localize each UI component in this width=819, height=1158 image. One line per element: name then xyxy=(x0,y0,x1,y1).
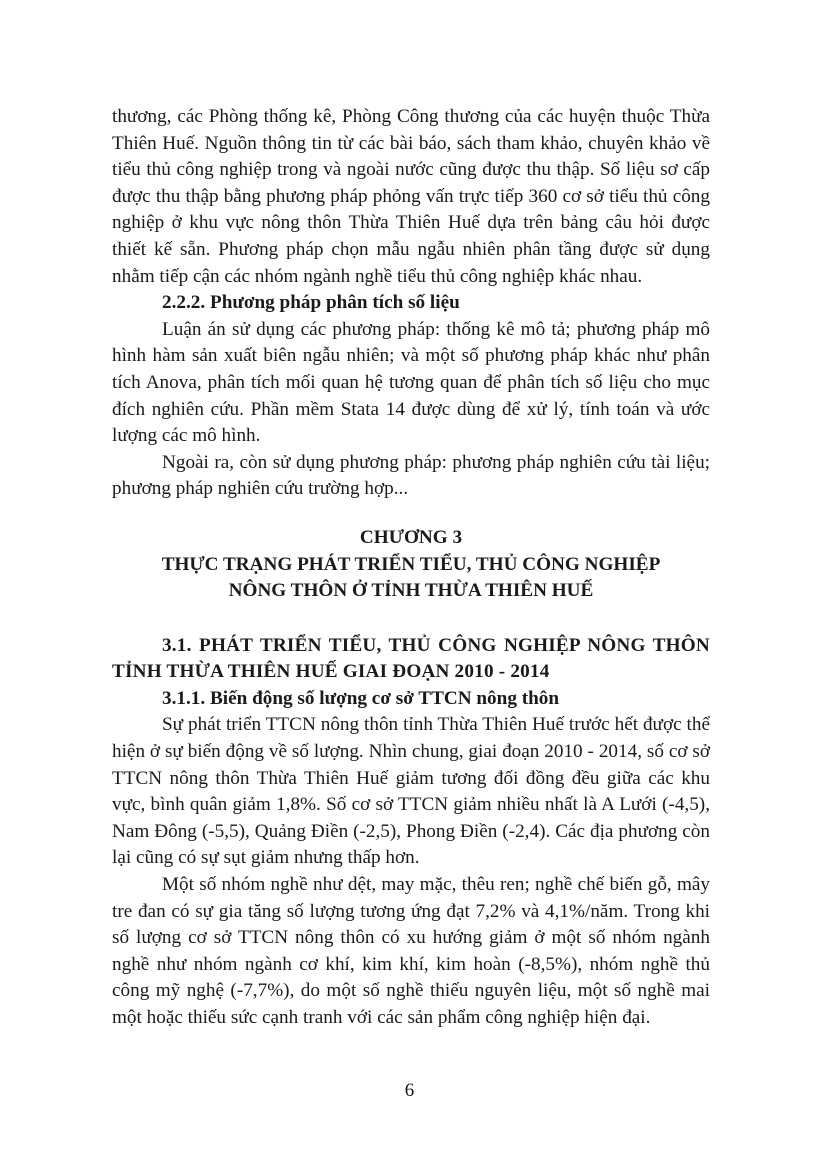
paragraph-other-methods: Ngoài ra, còn sử dụng phương pháp: phương pháp nghiên cứu tài liệu; phương pháp nghiên cứu trường hợp... xyxy=(112,451,710,500)
page-number: 6 xyxy=(404,1080,415,1101)
chapter-heading xyxy=(112,525,710,605)
paragraph-data-sources: thương, các Phòng thống kê, Phòng Công thương của các huyện thuộc Thừa Thiên Huế. Nguồn thông tin từ các bài báo, sách tham khảo, chuyên khảo về tiểu thủ công nghiệp trong và ngoài nước cũng được thu thập. Số liệu sơ cấp được thu thập bằng phương pháp phỏng vấn trực tiếp 360 cơ sở tiểu thủ công nghiệp ở khu vực nông thôn Thừa Thiên Huế dựa trên bảng câu hỏi được thiết kế sẵn. Phương pháp chọn mẫu ngẫu nhiên phân tầng được sử dụng nhằm tiếp cận các nhóm ngành nghề tiểu thủ công nghiệp khác nhau. xyxy=(112,106,710,287)
document-page xyxy=(112,104,710,1032)
heading-3-1: 3.1. PHÁT TRIỂN TIỂU, THỦ CÔNG NGHIỆP NÔNG THÔN TỈNH THỪA THIÊN HUẾ GIAI ĐOẠN 2010 - 2014 xyxy=(112,634,710,683)
paragraph-analysis-methods: Luận án sử dụng các phương pháp: thống kê mô tả; phương pháp mô hình hàm sản xuất biên ngẫu nhiên; và một số phương pháp khác như phân tích Anova, phân tích mối quan hệ tương quan để phân tích số liệu cho mục đích nghiên cứu. Phần mềm Stata 14 được dùng để xử lý, tính toán và ước lượng các mô hình. xyxy=(112,318,710,447)
heading-3-1-1: 3.1.1. Biến động số lượng cơ sở TTCN nông thôn xyxy=(162,687,560,709)
heading-2-2-2: 2.2.2. Phương pháp phân tích số liệu xyxy=(162,292,460,314)
chapter-title-line-2: NÔNG THÔN Ở TỈNH THỪA THIÊN HUẾ xyxy=(228,580,594,602)
chapter-title-line-1: THỰC TRẠNG PHÁT TRIỂN TIỂU, THỦ CÔNG NGHIỆP xyxy=(161,553,661,575)
paragraph-count-change: Sự phát triển TTCN nông thôn tỉnh Thừa Thiên Huế trước hết được thể hiện ở sự biến động về số lượng. Nhìn chung, giai đoạn 2010 - 2014, số cơ sở TTCN nông thôn Thừa Thiên Huế giảm tương đối đồng đều giữa các khu vực, bình quân giảm 1,8%. Số cơ sở TTCN giảm nhiều nhất là A Lưới (-4,5), Nam Đông (-5,5), Quảng Điền (-2,5), Phong Điền (-2,4). Các địa phương còn lại cũng có sự sụt giảm nhưng thấp hơn. xyxy=(112,714,710,869)
chapter-number: CHƯƠNG 3 xyxy=(359,526,463,548)
paragraph-sector-change: Một số nhóm nghề như dệt, may mặc, thêu ren; nghề chế biến gỗ, mây tre đan có sự gia tăng số lượng tương ứng đạt 7,2% và 4,1%/năm. Trong khi số lượng cơ sở TTCN nông thôn có xu hướng giảm ở một số nhóm ngành nghề như nhóm ngành cơ khí, kim khí, kim hoàn (-8,5%), nhóm nghề thủ công mỹ nghệ (-7,7%), do một số nghề thiếu nguyên liệu, một số nghề mai một hoặc thiếu sức cạnh tranh với các sản phẩm công nghiệp hiện đại. xyxy=(112,874,710,1028)
